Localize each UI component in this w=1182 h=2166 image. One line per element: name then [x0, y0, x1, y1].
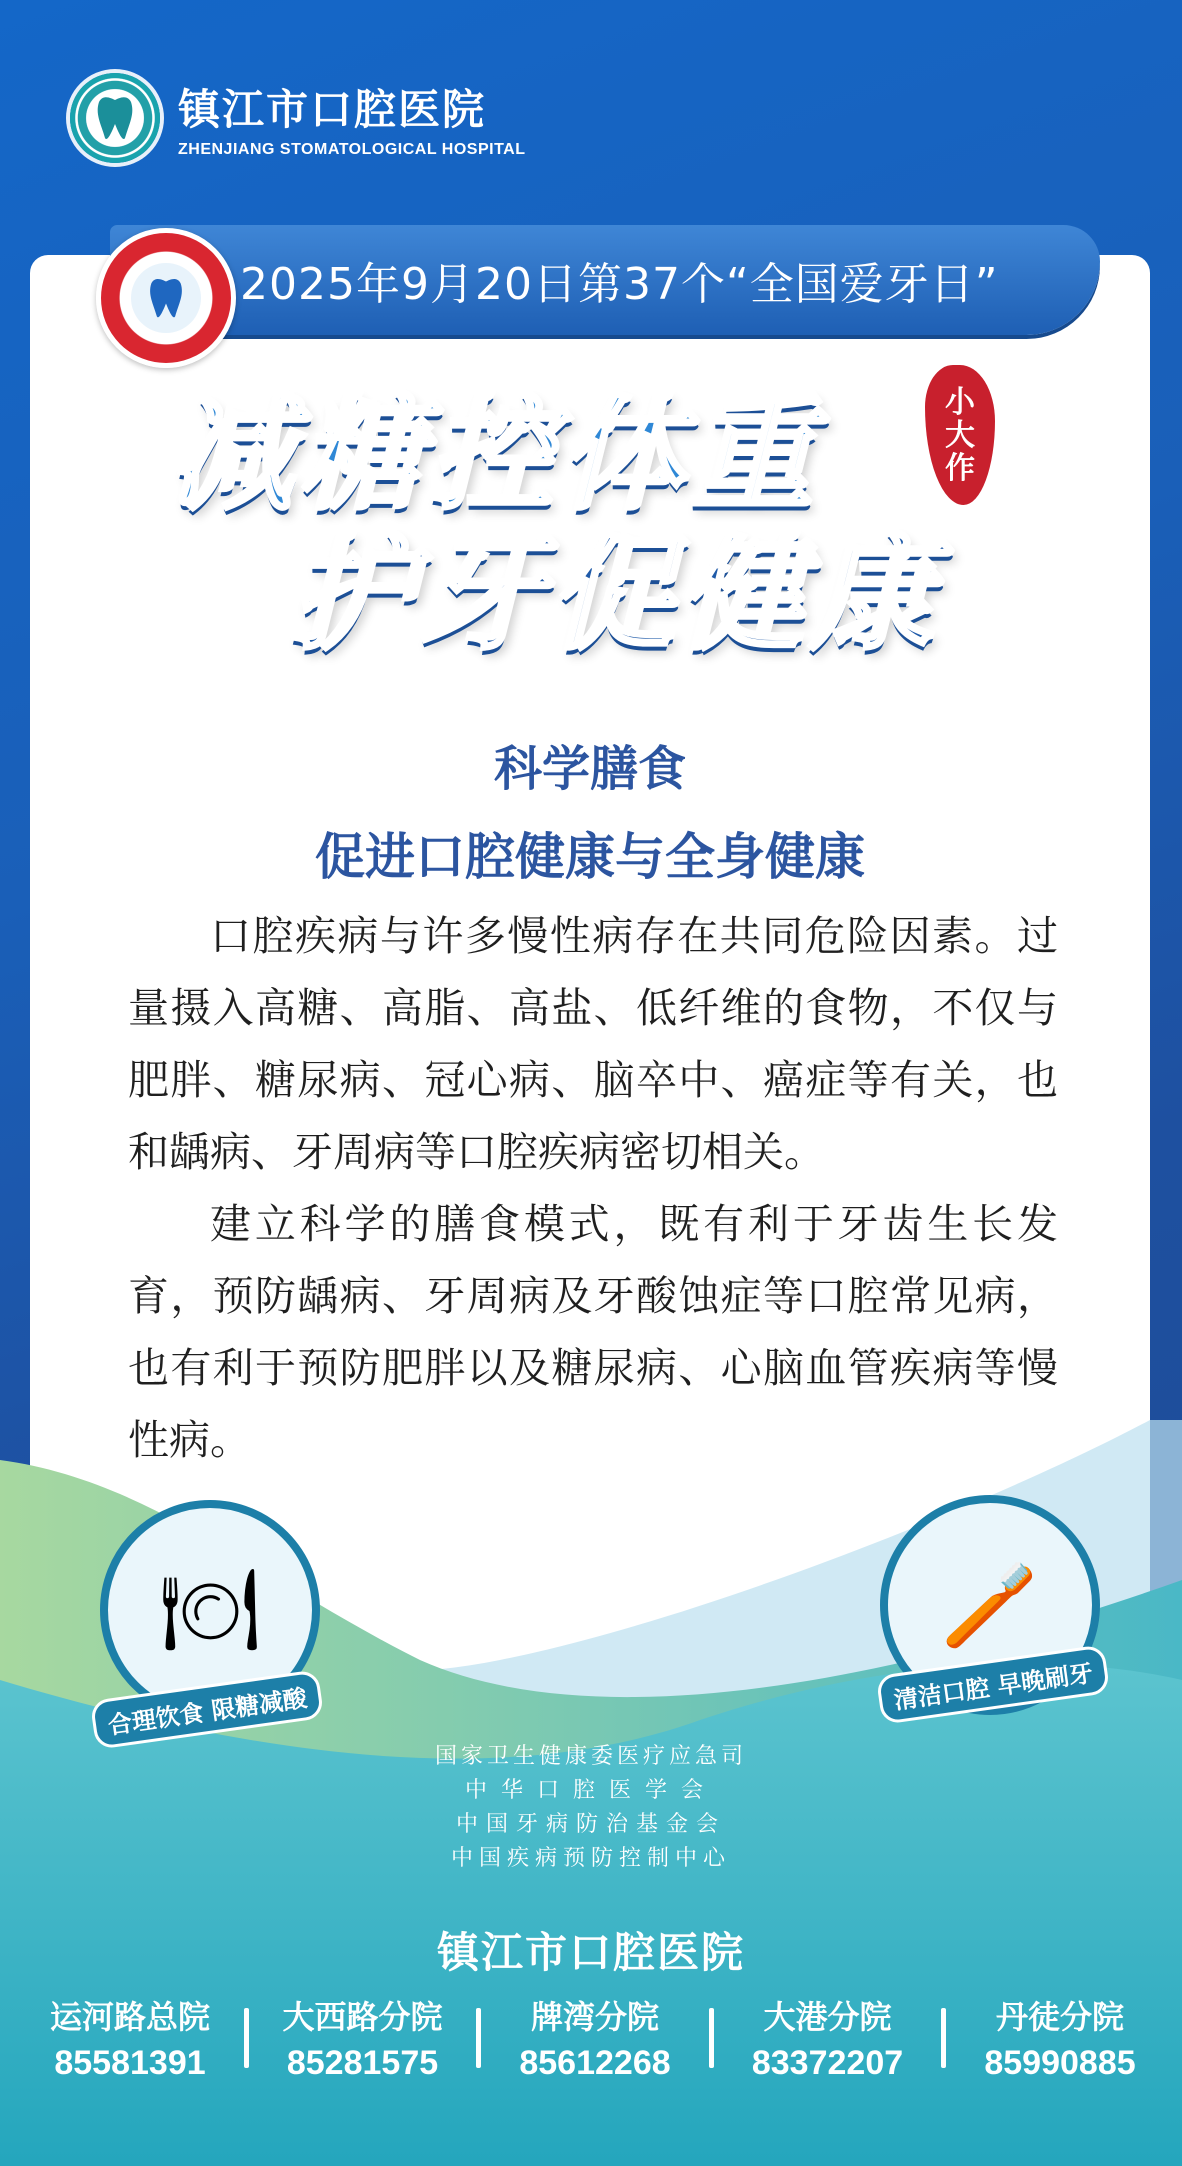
love-teeth-day-badge-icon [96, 228, 236, 368]
branch-item [495, 1992, 695, 2083]
body-paragraph-1: 口腔疾病与许多慢性病存在共同危险因素。过量摄入高糖、高脂、高盐、低纤维的食物，不仅与肥胖、糖尿病、冠心病、脑卒中、癌症等有关，也和龋病、牙周病等口腔疾病密切相关。 [128, 912, 1058, 1176]
mascot-eating-icon: 🍽 [100, 1500, 320, 1720]
seal-char: 作 [945, 450, 975, 486]
branch-phone[interactable]: 85990885 [984, 2044, 1136, 2082]
mascot-right-label: 清洁口腔 早晚刷牙 [876, 1644, 1111, 1725]
branch-item [30, 1992, 230, 2083]
section-subtitle [30, 730, 1150, 889]
mascot-brushing-icon: 🪥 [880, 1495, 1100, 1715]
organizer-item: 国家卫生健康委医疗应急司 [434, 1744, 747, 1769]
organizer-list [0, 1740, 1182, 1876]
subtitle-line-2: 促进口腔健康与全身健康 [315, 827, 865, 886]
branch-list [30, 1992, 1160, 2083]
event-ribbon [110, 225, 1100, 335]
branch-divider [476, 2008, 481, 2068]
branch-divider [709, 2008, 714, 2068]
branch-phone[interactable]: 83372207 [751, 2044, 904, 2082]
seal-char: 小 [945, 384, 975, 420]
organizer-item: 中华口腔医学会 [464, 1778, 717, 1803]
organizer-item: 中国牙病防治基金会 [455, 1812, 726, 1837]
branch-name: 牌湾分院 [530, 1998, 659, 2036]
tooth-logo-icon [70, 73, 160, 163]
branch-name: 大西路分院 [282, 1998, 443, 2036]
hospital-name-en: ZHENJIANG STOMATOLOGICAL HOSPITAL [178, 141, 526, 158]
hospital-name-cn: 镇江市口腔医院 [178, 85, 487, 134]
branch-divider [244, 2008, 249, 2068]
branch-name: 大港分院 [763, 1998, 892, 2036]
branch-name: 运河路总院 [49, 1998, 210, 2036]
seal-char: 大 [945, 417, 975, 453]
tooth-glyph-icon [93, 94, 137, 142]
branch-phone[interactable]: 85581391 [54, 2044, 206, 2082]
mascot-left-label: 合理饮食 限糖减酸 [90, 1669, 325, 1750]
branch-item [263, 1992, 463, 2083]
hospital-header [70, 68, 670, 168]
article-body [128, 900, 1058, 1476]
body-paragraph-2: 建立科学的膳食模式，既有利于牙齿生长发育，预防龋病、牙周病及牙酸蚀症等口腔常见病，也有利于预防肥胖以及糖尿病、心脑血管疾病等慢性病。 [128, 1200, 1058, 1464]
branch-divider [941, 2008, 946, 2068]
organizer-item: 中国疾病预防控制中心 [450, 1846, 731, 1871]
tooth-smile-icon [131, 263, 201, 333]
branch-phone[interactable]: 85612268 [519, 2044, 671, 2082]
footer-hospital-name: 镇江市口腔医院 [436, 1928, 745, 1977]
headline-line-2: 护牙促健康 [290, 523, 941, 667]
branch-item [960, 1992, 1160, 2083]
branch-item [728, 1992, 928, 2083]
branch-phone[interactable]: 85281575 [286, 2044, 439, 2082]
event-date-text: 2025年9月20日第37个“全国爱牙日” [240, 259, 999, 310]
headline-line-1: 减糖控体重 [170, 383, 821, 527]
subtitle-line-1: 科学膳食 [493, 741, 686, 797]
branch-name: 丹徒分院 [995, 1998, 1124, 2036]
